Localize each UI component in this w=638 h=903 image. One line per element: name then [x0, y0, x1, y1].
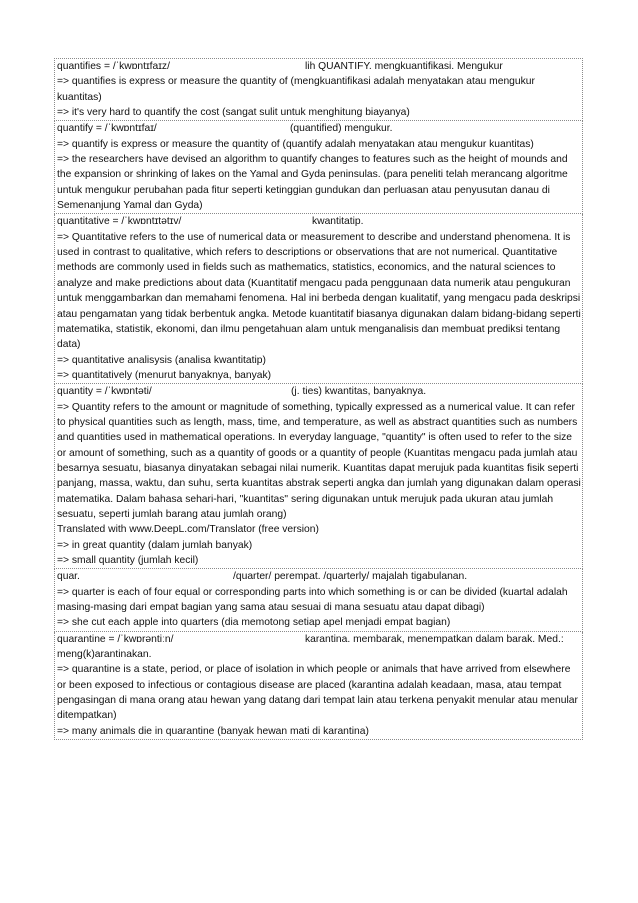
headword: quantitative = /ˈkwɒntɪtətɪv/ [57, 216, 182, 228]
dictionary-entry [54, 569, 583, 631]
entry-heading [55, 384, 582, 399]
example-line: => Quantity refers to the amount or magnitude of something, typically expressed as a numerical value. It can refer to physical quantities such as length, mass, time, and temperature, as well as abstract quantities such as numbers and quantities used in mathematical operations. In everyday language, "quantity" is often used to refer to the size or amount of something, such as a quantity of goods or a quantity of people (Kuantitas mengacu pada jumlah atau besarnya sesuatu, biasanya dinyatakan sebagai nilai numerik. Kuantitas dapat merujuk pada kuantitas fisik seperti panjang, massa, waktu, dan suhu, serta kuantitas abstrak seperti angka dan jumlah yang digunakan dalam operasi matematika. Dalam bahasa sehari-hari, "kuantitas" sering digunakan untuk merujuk pada ukuran atau jumlah sesuatu, seperti jumlah barang atau jumlah orang) [57, 401, 581, 520]
definition: (j. ties) kwantitas, banyaknya. [291, 386, 427, 398]
headword: quarantine = /ˈkwɒrəntiːn/ [57, 633, 174, 645]
example-line: => she cut each apple into quarters (dia memotong setiap apel menjadi empat bagian) [57, 617, 451, 629]
example-line: => Quantitative refers to the use of numerical data or measurement to describe and understand phenomena. It is used in contrast to qualitative, which refers to descriptions or observations that are not numerical. Quantitative methods are commonly used in fields such as mathematics, statistics, economics, and the natural sciences to analyze and make predictions about data (Kuantitatif mengacu pada penggunaan data numerik atau pengukuran untuk menggambarkan dan memahami fenomena. Hal ini berbeda dengan kualitatif, yang mengacu pada deskripsi atau pengamatan yang tidak berbentuk angka. Metode kuantitatif biasanya digunakan dalam bidang-bidang seperti matematika, statistik, ekonomi, dan ilmu pengetahuan alam untuk menganalisis dan membuat prediksi tentang data) [57, 231, 581, 351]
example-line: => many animals die in quarantine (banyak hewan mati di karantina) [57, 725, 369, 737]
headword: quantity = /ˈkwɒntəti/ [57, 386, 152, 398]
example-line: => quarantine is a state, period, or place of isolation in which people or animals that have arrived from elsewhere or been exposed to infectious or contagious disease are placed (karantina adalah keadaan, masa, atau tempat pengasingan di mana orang atau hewan yang datang dari tempat lain atau terkena penyakit menular atau menular ditempatkan) [57, 664, 578, 722]
dictionary-entry [54, 384, 583, 569]
headword: quantify = /ˈkwɒntɪfaɪ/ [57, 123, 157, 135]
example-line: => in great quantity (dalam jumlah banyak) [57, 539, 253, 551]
example-line: Translated with www.DeepL.com/Translator (free version) [57, 524, 319, 536]
example-line: => the researchers have devised an algorithm to quantify changes to features such as the height of mounds and the expansion or shrinking of lakes on the Yamal and Gyda peninsulas. (para peneliti telah merancang algoritme untuk mengukur perubahan pada fitur seperti ketinggian gundukan dan perluasan atau penyusutan danau di Semenanjung Yamal dan Gyda) [57, 154, 568, 212]
example-line: => quantifies is express or measure the quantity of (mengkuantifikasi adalah menyatakan atau mengukur kuantitas) [57, 76, 535, 103]
example-line: => it's very hard to quantify the cost (sangat sulit untuk menghitung biayanya) [57, 107, 410, 119]
definition: kwantitatip. [312, 216, 364, 228]
dictionary-entry [54, 632, 583, 740]
example-line: => small quantity (jumlah kecil) [57, 555, 199, 566]
dictionary-entry [54, 121, 583, 214]
entry-heading [55, 121, 582, 136]
example-line: => quantitatively (menurut banyaknya, banyak) [57, 369, 272, 381]
headword: quantifies = /ˈkwɒntɪfaɪz/ [57, 61, 170, 72]
dictionary-entry [54, 214, 583, 384]
definition: /quarter/ perempat. /quarterly/ majalah tigabulanan. [233, 571, 468, 583]
entry-heading [55, 569, 582, 584]
example-line: meng(k)arantinakan. [57, 649, 152, 661]
definition: lih QUANTIFY. mengkuantifikasi. Mengukur [305, 61, 503, 72]
example-line: => quarter is each of four equal or corresponding parts into which something is or can be divided (kuartal adalah masing-masing dari empat bagian yang sama atau sesuai di mana sesuatu atau dapat dibagi) [57, 586, 568, 614]
entry-heading [55, 632, 582, 647]
headword: quar. [57, 571, 80, 583]
entry-heading [55, 59, 582, 74]
definition: karantina. membarak, menempatkan dalam barak. Med.: [305, 633, 564, 645]
dictionary-page [54, 58, 583, 740]
dictionary-entry [54, 58, 583, 121]
definition: (quantified) mengukur. [290, 123, 393, 135]
entry-heading [55, 214, 582, 229]
example-line: => quantify is express or measure the quantity of (quantify adalah menyatakan atau mengukur kuantitas) [57, 138, 534, 150]
example-line: => quantitative analisysis (analisa kwantitatip) [57, 354, 266, 366]
